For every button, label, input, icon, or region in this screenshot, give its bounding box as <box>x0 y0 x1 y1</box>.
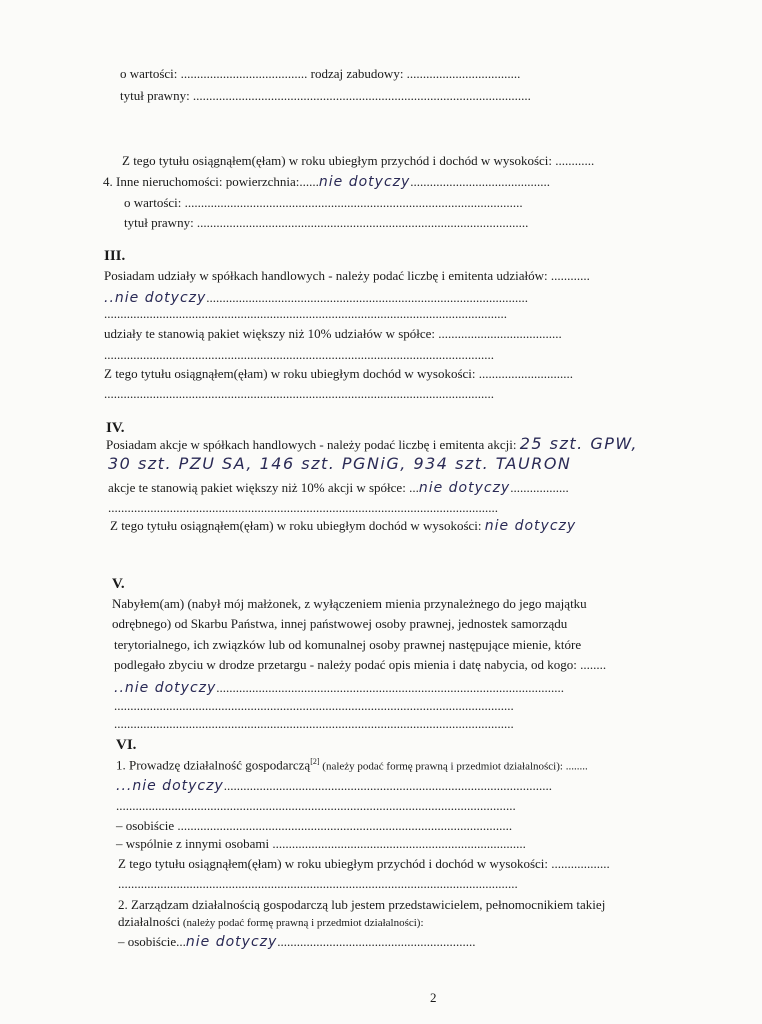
dots: ............................................................. <box>277 934 476 949</box>
section-heading-iii: III. <box>104 248 126 264</box>
item4-title-line: tytuł prawny: ...................................................................................................... <box>124 215 529 230</box>
business-hint: (należy podać formę prawną i przedmiot działalności): ........ <box>319 760 588 773</box>
personally-line: – osobiście ....................................................................................................... <box>116 818 513 833</box>
dots: ..................................................................................................... <box>223 778 552 793</box>
section-heading-vi: VI. <box>116 737 137 753</box>
handwritten-entry: 25 szt. GPW, <box>519 434 638 453</box>
stocks-10pct-line <box>108 480 569 496</box>
handwritten-entry: nie dotyczy <box>484 518 577 534</box>
business-income-line: Z tego tytułu osiągnąłem(ęłam) w roku ubiegłym przychód i dochód w wysokości: .................. <box>118 856 610 871</box>
handwritten-entry: ..nie dotyczy <box>114 680 217 696</box>
dots: ........................................... <box>410 174 551 189</box>
dots-line: ............................................................................................................................ <box>104 306 507 321</box>
handwritten-entry: ..nie dotyczy <box>104 290 207 306</box>
item4-line <box>103 174 550 190</box>
dots-line: ........................................................................................................................... <box>114 698 514 713</box>
jointly-line: – wspólnie z innymi osobami .............................................................................. <box>116 836 526 851</box>
business-answer-line <box>116 778 552 794</box>
acquired-line-2: odrębnego) od Skarbu Państwa, innej państwowej osoby prawnej, jednostek samorządu <box>112 616 568 631</box>
shares-income-line: Z tego tytułu osiągnąłem(ęłam) w roku ubiegłym dochód w wysokości: ............................. <box>104 366 574 381</box>
section-heading-iv: IV. <box>106 420 125 436</box>
stocks-line <box>106 436 638 453</box>
dots-line: ........................................................................................................................ <box>108 500 498 515</box>
dots-line: ........................................................................................................................... <box>116 798 516 813</box>
dots: ................................................................................................... <box>206 290 529 305</box>
dots-line: ........................................................................................................................ <box>104 386 494 401</box>
business-line <box>116 754 588 774</box>
dots-line: ........................................................................................................................... <box>118 876 518 891</box>
shares-10pct-line: udziały te stanowią pakiet większy niż 10% udziałów w spółce: ...................................... <box>104 326 562 341</box>
handwritten-entry: nie dotyczy <box>418 480 511 496</box>
handwritten-entry: ...nie dotyczy <box>116 778 224 794</box>
shares-answer-line <box>104 290 528 306</box>
section-heading-v: V. <box>112 576 125 592</box>
personally-label: – osobiście... <box>118 934 186 949</box>
acquired-line-1: Nabyłem(am) (nabył mój małżonek, z wyłączeniem mienia przynależnego do jego majątku <box>112 596 587 611</box>
dots: .................. <box>510 480 569 495</box>
income-line: Z tego tytułu osiągnąłem(ęłam) w roku ubiegłym przychód i dochód w wysokości: ............ <box>122 153 595 168</box>
shares-line: Posiadam udziały w spółkach handlowych - należy podać liczbę i emitenta udziałów: ............ <box>104 268 590 283</box>
footnote-ref: [2] <box>310 757 320 766</box>
personally-2-line <box>118 934 476 950</box>
acquired-line-3: terytorialnego, ich związków lub od komunalnej osoby prawnej następujące mienie, które <box>114 637 582 652</box>
manage-line: 2. Zarządzam działalnością gospodarczą lub jestem przedstawicielem, pełnomocnikiem takiej <box>118 897 606 912</box>
dots-line: ........................................................................................................................... <box>114 716 514 731</box>
value-line <box>120 66 520 82</box>
dots-line: ........................................................................................................................ <box>104 347 494 362</box>
manage-label: działalności <box>118 914 181 929</box>
item4-label: 4. Inne nieruchomości: powierzchnia:...... <box>103 174 319 189</box>
stocks-income-label: Z tego tytułu osiągnąłem(ęłam) w roku ubiegłym dochód w wysokości: <box>110 518 482 533</box>
handwritten-entry: nie dotyczy <box>318 174 411 190</box>
page-number: 2 <box>430 990 437 1005</box>
business-label: 1. Prowadzę działalność gospodarczą <box>116 757 311 773</box>
stocks-income-line <box>110 518 576 534</box>
dots: ........................................................................................................... <box>216 680 565 695</box>
stocks-label: Posiadam akcje w spółkach handlowych - należy podać liczbę i emitenta akcji: <box>106 437 517 452</box>
acquired-line-4: podlegało zbyciu w drodze przetargu - należy podać opis mienia i datę nabycia, od kogo: ........ <box>114 657 607 672</box>
stocks-answer-line <box>108 456 571 473</box>
manage-line-2 <box>118 914 424 931</box>
value-label: o wartości: ....................................... <box>120 66 308 81</box>
building-type-label: rodzaj zabudowy: ................................... <box>310 66 521 81</box>
handwritten-entry: nie dotyczy <box>185 934 278 950</box>
stocks-10pct-label: akcje te stanowią pakiet większy niż 10% akcji w spółce: ... <box>108 480 419 495</box>
acquired-answer-line <box>114 680 564 696</box>
item4-value-line: o wartości: ........................................................................................................ <box>124 195 523 210</box>
handwritten-entry: 30 szt. PZU SA, 146 szt. PGNiG, 934 szt. TAURON <box>108 454 572 473</box>
manage-hint: (należy podać formę prawną i przedmiot działalności): <box>180 917 424 929</box>
title-line: tytuł prawny: ........................................................................................................ <box>120 88 531 103</box>
